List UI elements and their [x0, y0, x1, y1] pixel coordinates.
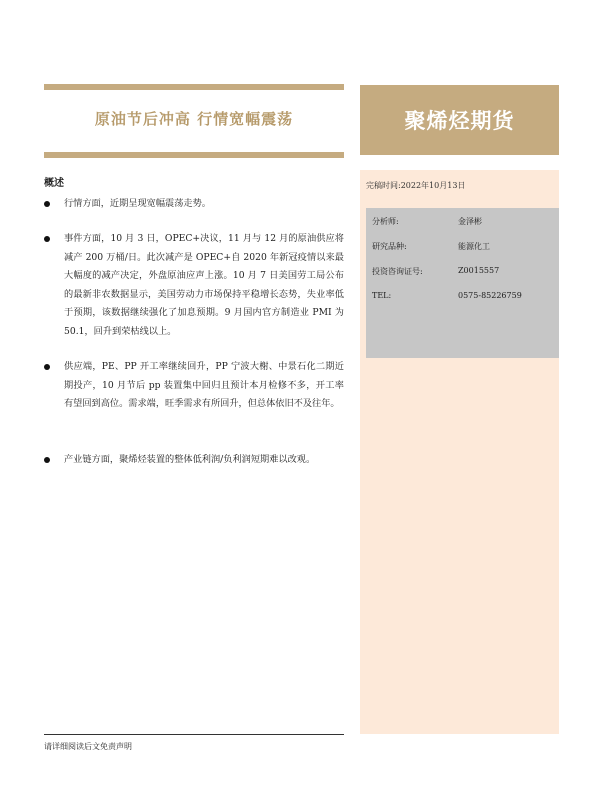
info-row-research-variety: [372, 241, 490, 252]
bullet-dot-icon: [44, 236, 50, 242]
completion-date: 完稿时间:2022年10月13日: [366, 181, 466, 190]
info-row-license: [372, 266, 500, 277]
bullet-dot-icon: [44, 457, 50, 463]
bullet-text: 产业链方面，聚烯烃装置的整体低利润/负利润短期难以改观。: [64, 454, 316, 465]
footer-disclaimer: 请详细阅读后文免责声明: [44, 742, 132, 751]
info-label: 投资咨询证号:: [372, 267, 423, 276]
summary-bullet-supply: [44, 358, 344, 414]
footer-divider: [44, 734, 344, 735]
report-title: 原油节后冲高 行情宽幅震荡: [94, 110, 294, 128]
title-top-rule: [44, 84, 344, 90]
info-label: 研究品种:: [372, 242, 407, 251]
bullet-dot-icon: [44, 364, 50, 370]
info-label: 分析师:: [372, 217, 399, 226]
info-row-analyst: [372, 216, 482, 227]
info-value: 能源化工: [458, 242, 490, 251]
info-value: 0575-85226759: [458, 291, 522, 300]
bullet-dot-icon: [44, 201, 50, 207]
summary-heading: 概述: [44, 178, 64, 189]
analyst-info-box: [366, 208, 559, 358]
info-value: 金泽彬: [458, 217, 482, 226]
category-banner: [360, 85, 559, 155]
summary-bullet-events: [44, 230, 344, 341]
summary-bullet-market: [44, 195, 344, 214]
info-row-tel: [372, 291, 522, 300]
bullet-text: 行情方面，近期呈现宽幅震荡走势。: [64, 198, 211, 209]
info-value: Z0015557: [458, 266, 500, 275]
bullet-text: 供应端，PE、PP 开工率继续回升，PP 宁波大榭、中景石化二期近期投产，10 月节后 pp 装置集中回归且预计本月检修不多，开工率有望回到高位。需求端，旺季需求有所回升，但总体依旧不及往年。: [64, 361, 344, 409]
bullet-text: 事件方面，10 月 3 日，OPEC+决议，11 月与 12 月的原油供应将减产 200 万桶/日。此次减产是 OPEC+自 2020 年新冠疫情以来最大幅度的减产决定，外盘原油应声上涨。10 月 7 日美国劳工局公布的最新非农数据显示，美国劳动力市场保持平稳增长态势，失业率低于预期，该数据继续强化了加息预期。9 月国内官方制造业 PMI 为 50.1，回升到荣枯线以上。: [64, 233, 344, 337]
info-label: TEL:: [372, 291, 392, 300]
category-title: 聚烯烃期货: [404, 109, 515, 133]
title-bottom-rule: [44, 152, 344, 158]
summary-bullet-chain: [44, 451, 344, 470]
